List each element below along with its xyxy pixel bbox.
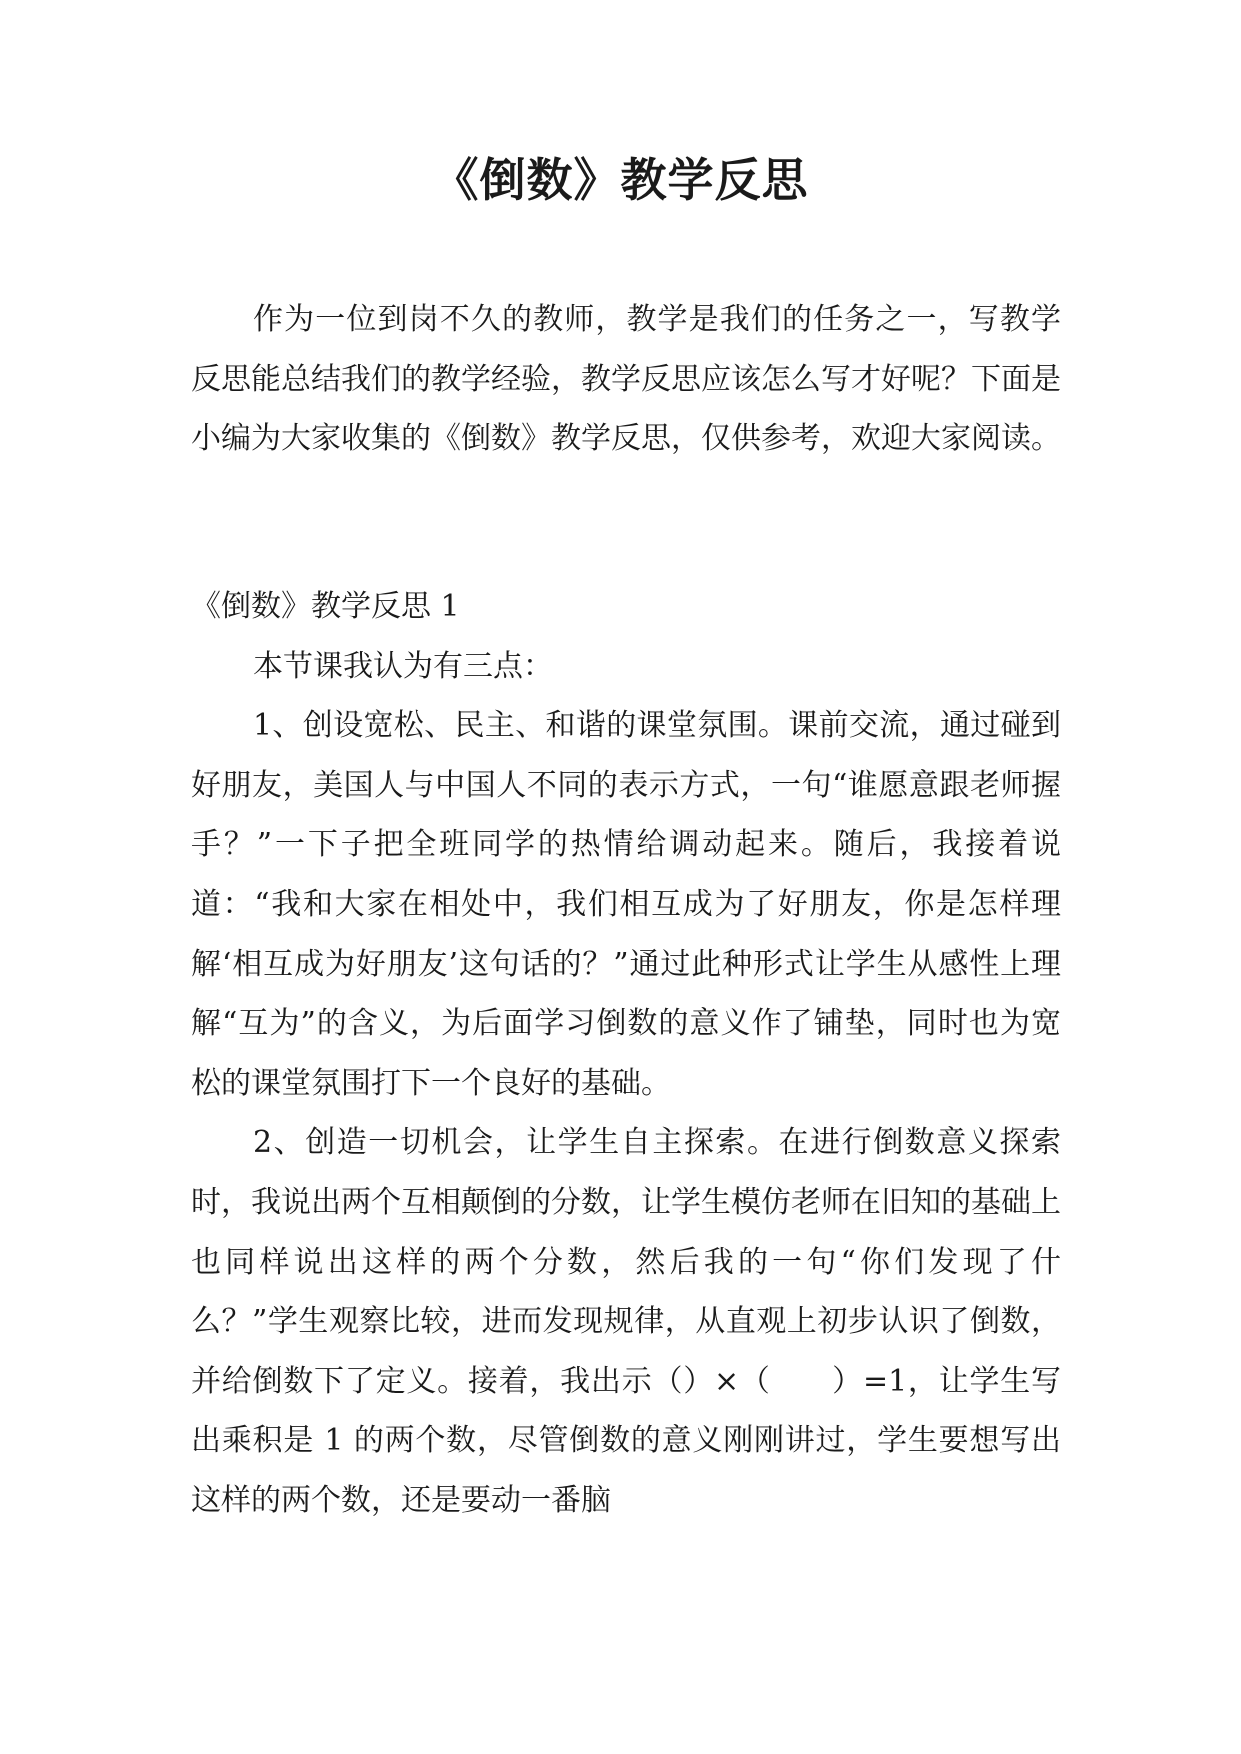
intro-section	[191, 290, 1061, 469]
section-heading: 《倒数》教学反思 1	[191, 589, 460, 624]
intro-paragraph: 作为一位到岗不久的教师，教学是我们的任务之一，写教学反思能总结我们的教学经验，教学反思应该怎么写才好呢？下面是小编为大家收集的《倒数》教学反思，仅供参考，欢迎大家阅读。	[191, 302, 1061, 457]
document-title: 《倒数》教学反思	[432, 153, 809, 207]
paragraph-point-2: 2、创造一切机会，让学生自主探索。在进行倒数意义探索时，我说出两个互相颠倒的分数，让学生模仿老师在旧知的基础上也同样说出这样的两个分数，然后我的一句“你们发现了什么？”学生观察比较，进而发现规律，从直观上初步认识了倒数，并给倒数下了定义。接着，我出示（）×（ ）=1，让学生写出乘积是 1 的两个数，尽管倒数的意义刚刚讲过，学生要想写出这样的两个数，还是要动一番脑	[191, 1125, 1061, 1518]
paragraph-summary: 本节课我认为有三点：	[253, 648, 553, 684]
paragraph-point-1: 1、创设宽松、民主、和谐的课堂氛围。课前交流，通过碰到好朋友，美国人与中国人不同的表示方式，一句“谁愿意跟老师握手？”一下子把全班同学的热情给调动起来。随后，我接着说道：“我和大家在相处中，我们相互成为了好朋友，你是怎样理解‘相互成为好朋友’这句话的？”通过此种形式让学生从感性上理解“互为”的含义，为后面学习倒数的意义作了铺垫，同时也为宽松的课堂氛围打下一个良好的基础。	[191, 708, 1061, 1101]
section-reflection-1	[191, 577, 1061, 1531]
